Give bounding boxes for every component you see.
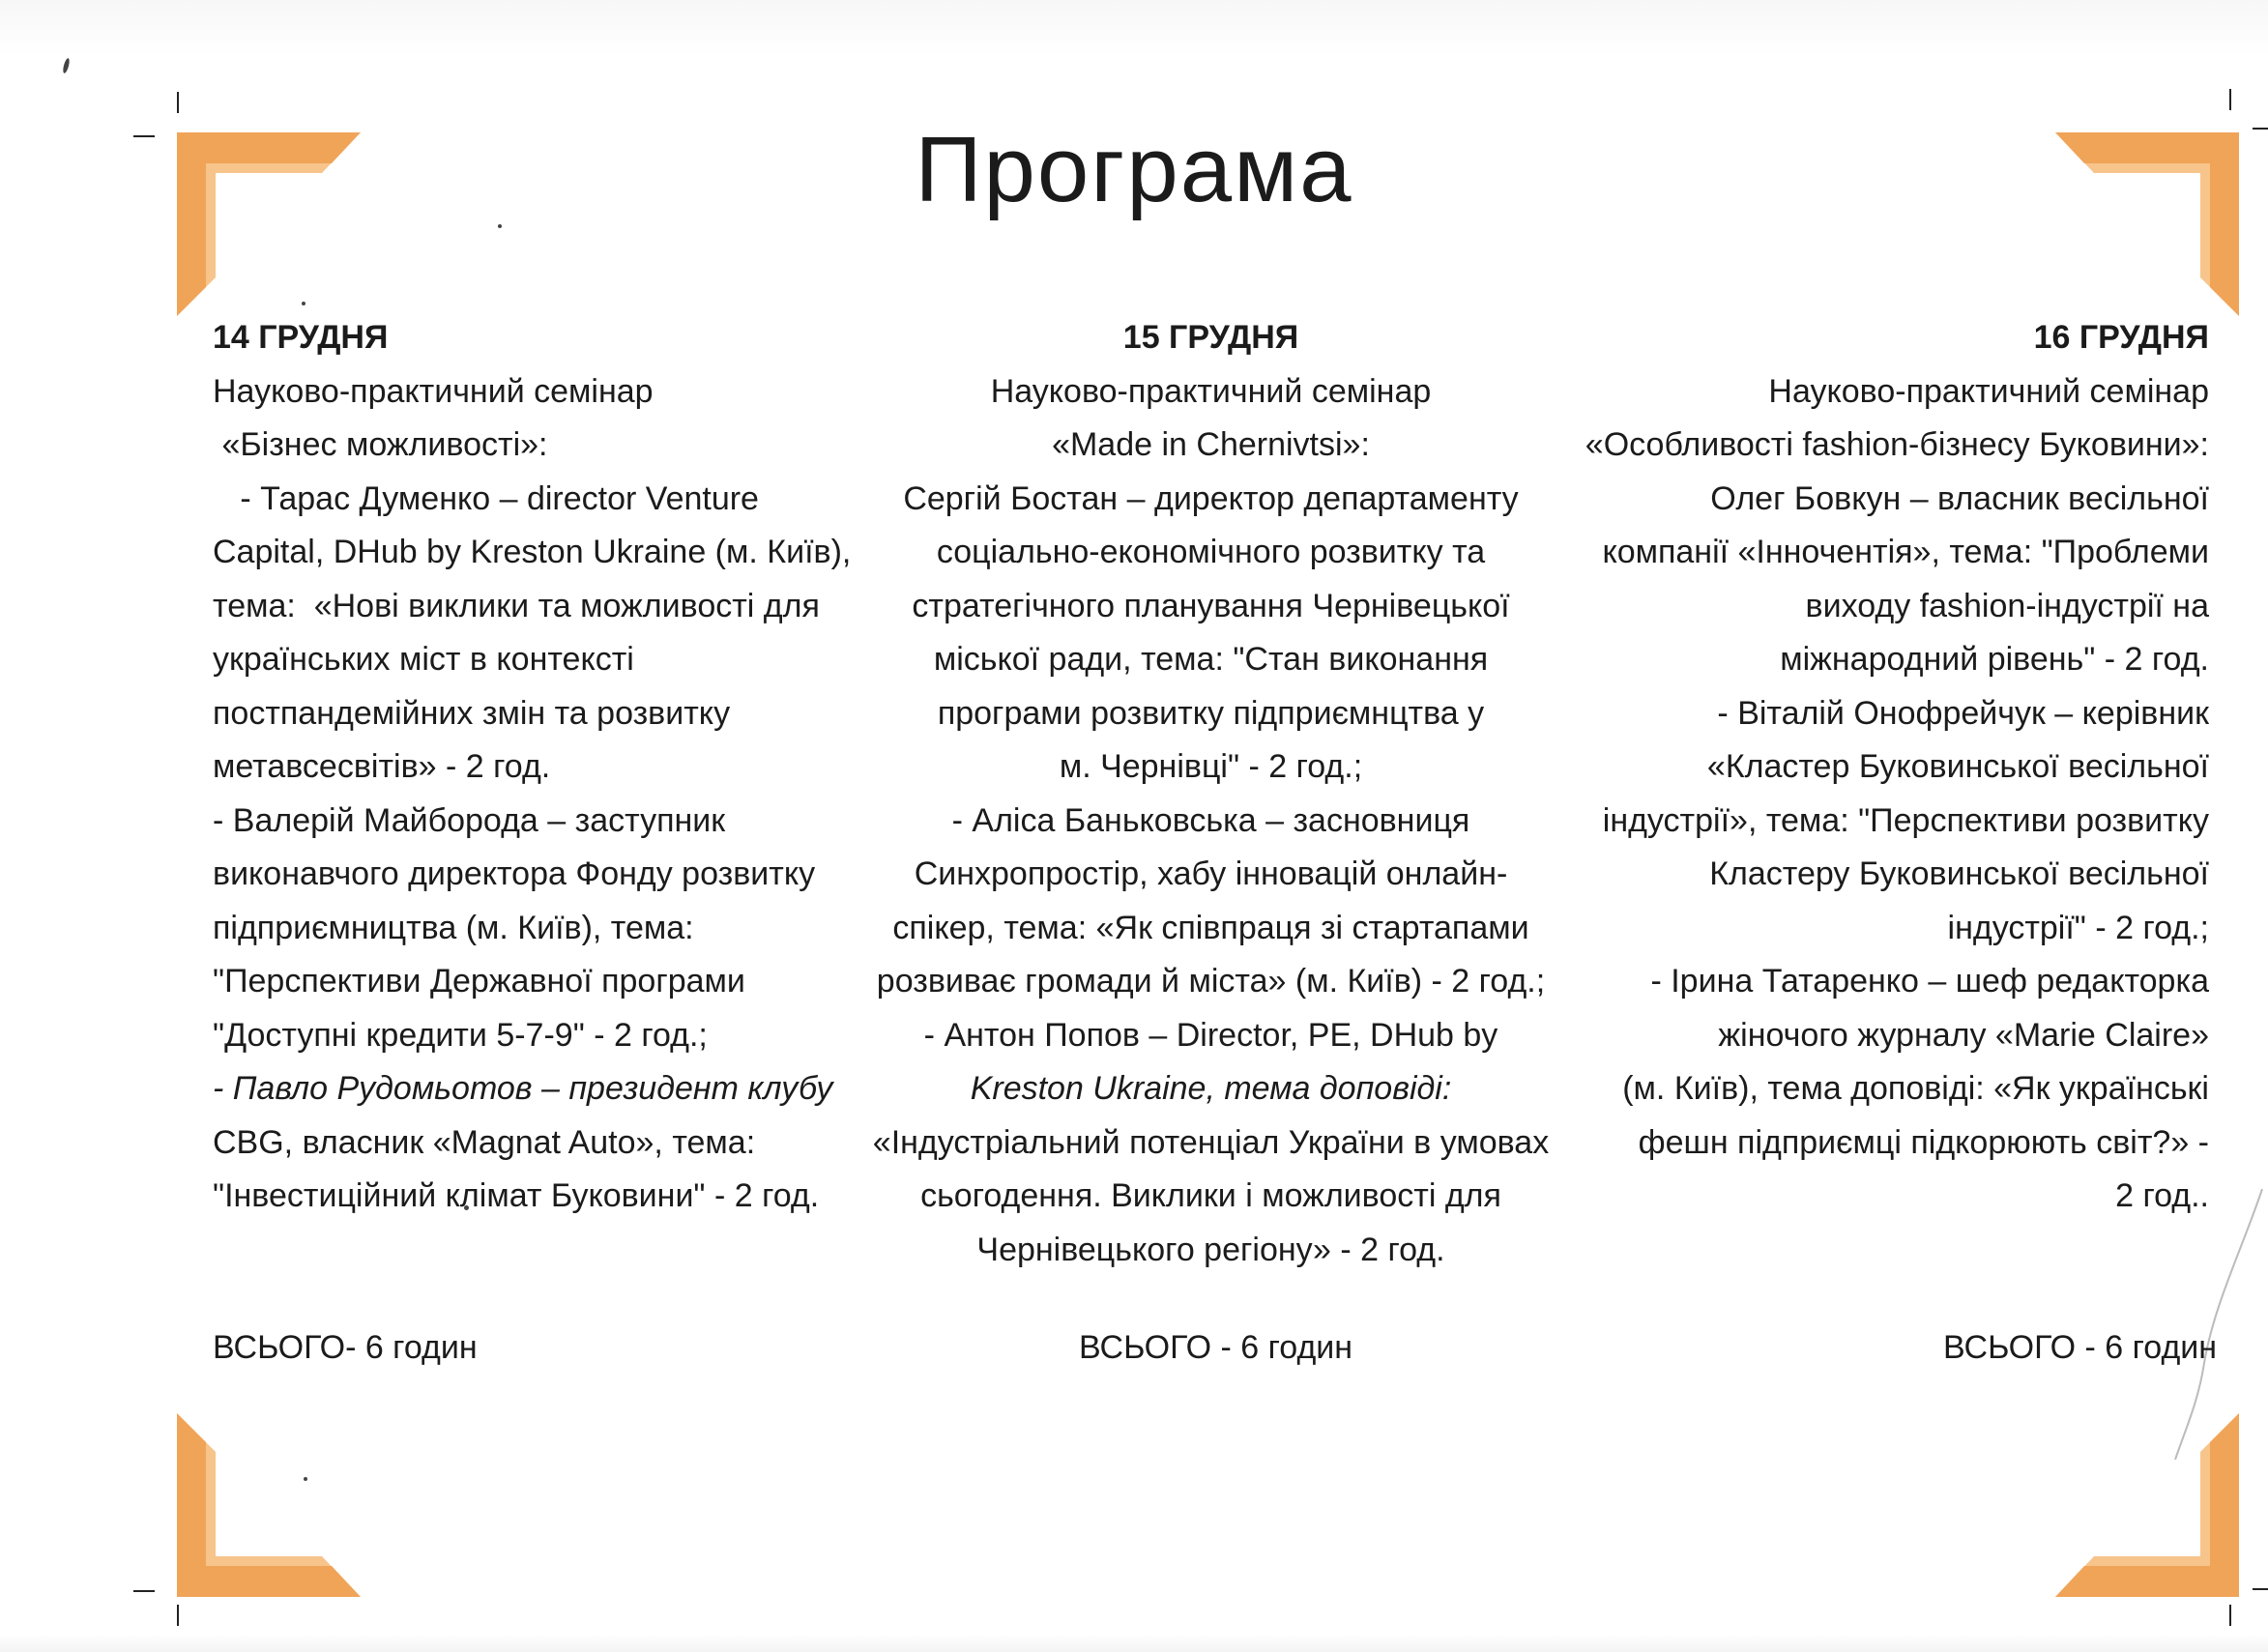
program-line: постпандемійних змін та розвитку (213, 694, 731, 732)
program-line: жіночого журналу «Marie Claire» (1718, 1016, 2209, 1054)
program-line: індустрії" - 2 год.; (1947, 909, 2209, 946)
crop-mark-tl-v (177, 92, 179, 113)
program-line: «Особливості fashion-бізнесу Буковини»: (1585, 426, 2209, 463)
program-line: Олег Бовкун – власник весільної (1710, 479, 2209, 517)
scan-speck (62, 58, 71, 74)
program-column-day-2 (865, 311, 1556, 1277)
program-line: Кластеру Буковинської весільної (1709, 855, 2209, 892)
program-line: виконавчого директора Фонду розвитку (213, 855, 816, 892)
program-line: Сергій Бостан – директор департаменту (903, 479, 1519, 517)
program-line: соціально-економічного розвитку та (936, 534, 1486, 570)
program-line: Синхропростір, хабу інновацій онлайн- (914, 855, 1508, 892)
program-line: компанії «Інночентія», тема: "Проблеми (1602, 534, 2209, 570)
scan-speck (498, 224, 502, 228)
program-line: Науково-практичний семінар (1768, 372, 2209, 410)
program-line: Науково-практичний семінар (213, 372, 654, 410)
program-line: "Доступні кредити 5-7-9" - 2 год.; (213, 1016, 708, 1054)
program-line: - Ірина Татаренко – шеф редакторка (1650, 963, 2209, 1000)
program-line: стратегічного планування Чернівецької (912, 587, 1510, 624)
program-line: «Бізнес можливості»: (213, 426, 548, 463)
day-heading: 16 ГРУДНЯ (2033, 319, 2209, 356)
total-hours-day-1: ВСЬОГО- 6 годин (213, 1329, 478, 1366)
program-line: спікер, тема: «Як співпраця зі стартапами (892, 909, 1529, 946)
program-line: м. Чернівці" - 2 год.; (1059, 748, 1363, 785)
day-heading: 15 ГРУДНЯ (1122, 319, 1299, 356)
program-line: «Кластер Буковинської весільної (1706, 748, 2209, 785)
day-heading: 14 ГРУДНЯ (213, 319, 389, 356)
program-line: - Тарас Думенко – director Venture (213, 479, 759, 517)
program-line: - Валерій Майборода – заступник (213, 801, 726, 839)
program-line: - Павло Рудомьотов – президент клубу (213, 1070, 833, 1107)
crop-mark-br-v (2229, 1605, 2231, 1626)
crop-mark-tr-v (2229, 89, 2231, 110)
program-line: «Індустріальний потенціал України в умовах (872, 1123, 1550, 1161)
program-line: підприємництва (м. Київ), тема: (213, 909, 694, 946)
scan-top-edge (0, 0, 2268, 56)
program-line: тема: «Нові виклики та можливості для (213, 587, 820, 624)
program-line: українських міст в контексті (213, 641, 634, 678)
program-line: міської ради, тема: "Стан виконання (933, 641, 1489, 678)
program-line: міжнародний рівень" - 2 год. (1780, 641, 2209, 678)
program-line: "Перспективи Державної програми (213, 963, 745, 1000)
program-line: Чернівецького регіону» - 2 год. (976, 1231, 1445, 1268)
program-line: розвиває громади й міста» (м. Київ) - 2 год.; (876, 963, 1546, 1000)
program-line: метавсесвітів» - 2 год. (213, 748, 551, 785)
program-line: - Аліса Баньковська – засновниця (951, 801, 1470, 839)
page-title: Програма (915, 118, 1353, 221)
program-line: Kreston Ukraine, тема доповіді: (970, 1070, 1452, 1107)
program-line: Науково-практичний семінар (990, 372, 1432, 410)
program-line: "Інвестиційний клімат Буковини" - 2 год. (213, 1177, 820, 1214)
program-line: «Made in Chernivtsi»: (1052, 426, 1370, 463)
corner-frame-bottom-left-icon (177, 1413, 361, 1597)
program-line: індустрії», тема: "Перспективи розвитку (1602, 801, 2209, 839)
program-line: 2 год.. (2115, 1177, 2209, 1214)
program-line: (м. Київ), тема доповіді: «Як українські (1622, 1070, 2209, 1107)
total-hours-day-3: ВСЬОГО - 6 годин (1943, 1329, 2218, 1366)
crop-mark-bl-h (133, 1590, 155, 1592)
program-line: CBG, власник «Magnat Auto», тема: (213, 1123, 756, 1161)
total-hours-day-2: ВСЬОГО - 6 годин (1079, 1329, 1353, 1366)
program-line: програми розвитку підприємнцтва у (937, 694, 1485, 732)
program-line: - Віталій Онофрейчук – керівник (1717, 694, 2209, 732)
paper-fold-crease (2156, 1189, 2268, 1460)
crop-mark-bl-v (177, 1605, 179, 1626)
program-line: сьогодення. Виклики і можливості для (920, 1177, 1501, 1214)
program-line: виходу fashion-індустрії на (1805, 587, 2209, 624)
program-column-day-1 (213, 311, 889, 1224)
program-column-day-3 (1556, 311, 2209, 1224)
scan-bottom-edge (0, 1634, 2268, 1652)
program-line: Capital, DHub by Kreston Ukraine (м. Київ), (213, 534, 852, 570)
crop-mark-br-h (2253, 1588, 2268, 1590)
program-line: фешн підприємці підкорюють світ?» - (1638, 1123, 2209, 1161)
program-line: - Антон Попов – Director, PE, DHub by (923, 1016, 1498, 1054)
